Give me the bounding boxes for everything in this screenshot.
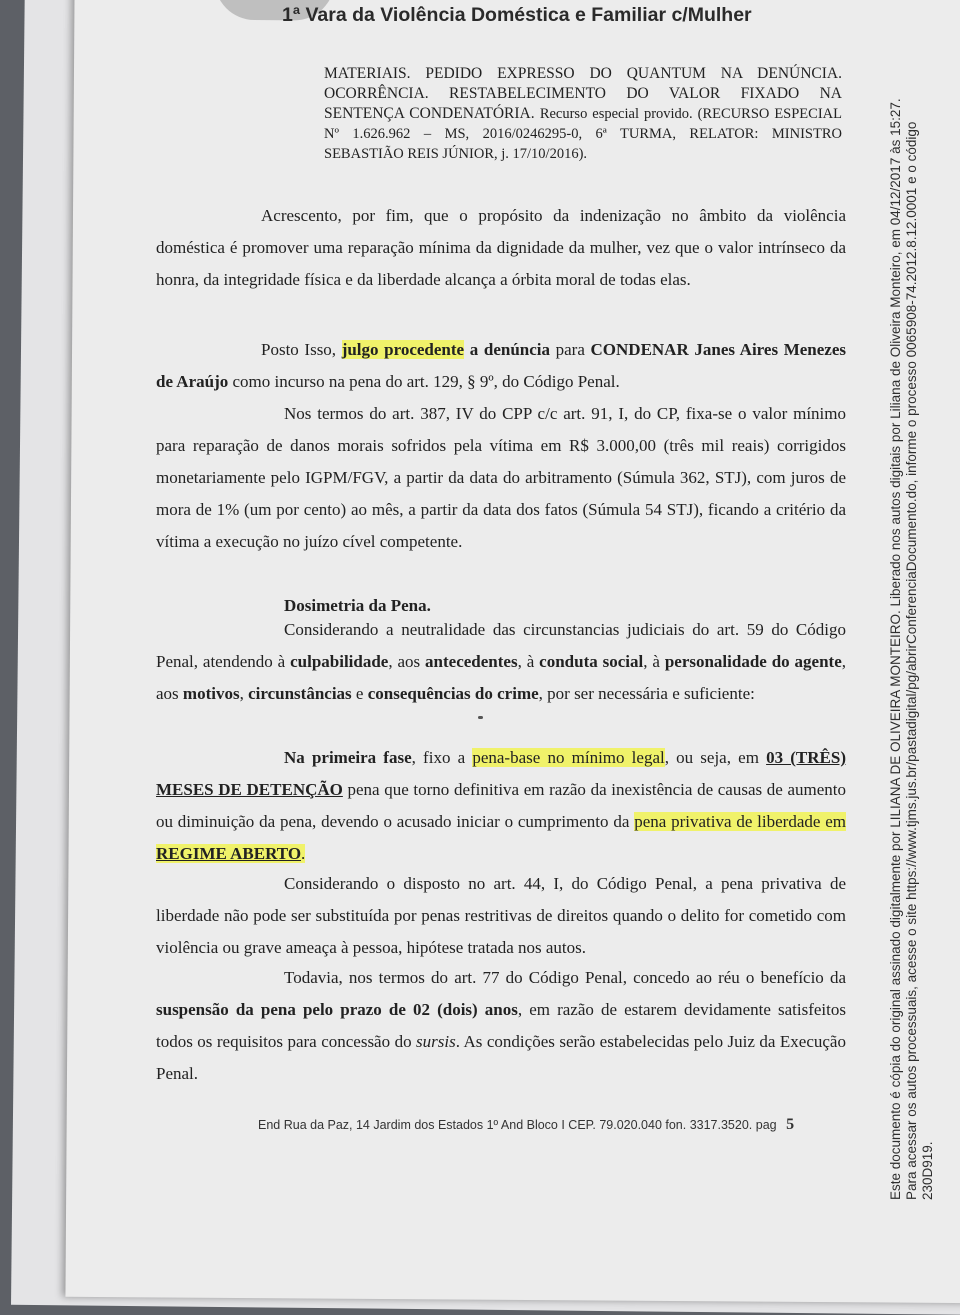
digital-signature-notice	[888, 30, 936, 1200]
p5-regime: REGIME ABERTO	[156, 844, 302, 863]
pen-mark	[478, 716, 483, 719]
p5-first-phase: Na primeira fase	[284, 748, 412, 767]
p4-text-e: , à	[517, 652, 540, 671]
ementa-text: MATERIAIS. PEDIDO EXPRESSO DO QUANTUM NA DENÚNCIA. OCORRÊNCIA. RESTABELECIMENTO DO VALOR FIXADO NA SENTENÇA CONDENATÓRIA.	[324, 65, 842, 122]
p4-circunstancias: circunstâncias	[248, 684, 352, 703]
p7-sursis: sursis	[416, 1032, 456, 1051]
p5-highlight-pena-privativa: pena privativa de liberdade em	[634, 812, 846, 831]
p4-culpabilidade: culpabilidade	[290, 652, 389, 671]
p4-text-a: Considerando a neutralidade das circunstancias judiciais do art. 59 do Código Penal, atendendo à	[156, 620, 846, 671]
paragraph-damages: Nos termos do art. 387, IV do CPP c/c art. 91, I, do CP, fixa-se o valor mínimo para reparação de danos morais sofridos pela vítima em R$ 3.000,00 (três mil reais) corrigidos monetariamente pelo IGPM/FGV, a partir da data do arbitramento (Súmula 362, STJ), com juros de mora de 1% (um por cento) ao mês, a partir da data dos fatos (Súmula 54 STJ), ficando a critério da vítima a execução no juízo cível competente.	[156, 404, 846, 551]
footer-page-label: pag	[755, 1118, 777, 1132]
p5-text-e: pena que torno definitiva em razão da inexistência de causas de aumento ou diminuição da pena, devendo o acusado iniciar o cumprimento da	[156, 780, 846, 831]
verdict-para: para	[550, 340, 591, 359]
p7-text-e: . As condições serão estabelecidas pelo Juiz da Execução Penal.	[156, 1032, 846, 1083]
p4-consequencias: consequências do crime	[367, 684, 539, 703]
paragraph-sursis	[156, 962, 846, 1090]
p4-text-k: ,	[239, 684, 249, 703]
verdict-denuncia: a denúncia	[464, 340, 550, 359]
p5-sentence-length: 03 (TRÊS) MESES DE DETENÇÃO	[156, 748, 846, 799]
paragraph-circumstances	[156, 614, 846, 710]
p7-text-a: Todavia, nos termos do art. 77 do Código Penal, concedo ao réu o benefício da	[284, 968, 846, 987]
p5-highlight-pena-base: pena-base no mínimo legal	[472, 748, 665, 767]
signature-line-1: Este documento é cópia do original assinado digitalmente por LILIANA DE OLIVEIRA MONTEIRO. Liberado nos autos digitais por Liliana de Oliveira Monteiro, em 04/12/2017 às 15:27.	[888, 98, 903, 1200]
page-footer	[258, 1116, 794, 1134]
p7-text-c: , em razão de estarem devidamente satisfeitos todos os requisitos para concessão do	[156, 1000, 846, 1051]
heading-text: Dosimetria da Pena.	[284, 596, 431, 615]
signature-line-2: Para acessar os autos processuais, acesse o site https://www.tjms.jus.br/pastadigital/pg/abrirConferenciaDocumento.do, informe o processo 0065908-74.2012.8.12.0001 e o código	[904, 121, 919, 1200]
p4-antecedentes: antecedentes	[425, 652, 518, 671]
paragraph-verdict	[156, 334, 846, 398]
paragraph-first-phase	[156, 742, 846, 870]
p5-text-b: , fixo a	[411, 748, 473, 767]
p4-text-i: , aos	[156, 652, 847, 703]
ementa-citation: Recurso especial provido. (RECURSO ESPECIAL Nº 1.626.962 – MS, 2016/0246295-0, 6ª TURMA, RELATOR: MINISTRO SEBASTIÃO REIS JÚNIOR, j. 17/10/2016).	[324, 106, 842, 162]
p4-text-c: , aos	[388, 652, 426, 671]
footer-page-number: 5	[786, 1116, 795, 1133]
p4-personalidade: personalidade do agente	[664, 652, 842, 671]
ementa-block	[324, 64, 842, 164]
p5-text-c: , ou seja, em	[664, 748, 767, 767]
p4-motivos: motivos	[182, 684, 240, 703]
p4-text-g: , à	[643, 652, 665, 671]
court-header: 1ª Vara da Violência Doméstica e Familiar c/Mulher	[282, 4, 752, 26]
p4-text-o: , por ser necessária e suficiente:	[538, 684, 755, 703]
p5-text-g: .	[301, 844, 306, 863]
verdict-defendant: CONDENAR Janes Aires Menezes de Araújo	[156, 340, 846, 391]
verdict-highlight: julgo procedente	[341, 340, 465, 359]
paragraph-substitution: Considerando o disposto no art. 44, I, do Código Penal, a pena privativa de liberdade não pode ser substituída por penas restritivas de direitos quando o delito for cometido com violência ou grave ameaça à pessoa, hipótese tratada nos autos.	[156, 874, 846, 957]
signature-line-3: 230D919.	[920, 1141, 935, 1200]
p4-text-m: e	[351, 684, 368, 703]
paragraph-indemnity: Acrescento, por fim, que o propósito da indenização no âmbito da violência doméstica é promover uma reparação mínima da dignidade da mulher, vez que o valor intrínseco da honra, da integridade física e da liberdade alcança a órbita moral de todas elas.	[156, 206, 846, 289]
p7-suspension: suspensão da pena pelo prazo de 02 (dois) anos	[156, 1000, 518, 1019]
p4-conduta: conduta social	[539, 652, 644, 671]
verdict-intro: Posto Isso,	[261, 340, 342, 359]
verdict-article: como incurso na pena do art. 129, § 9º, do Código Penal.	[228, 372, 620, 391]
footer-address: End Rua da Paz, 14 Jardim dos Estados 1º And Bloco I CEP. 79.020.040 fon. 3317.3520.	[258, 1118, 753, 1132]
